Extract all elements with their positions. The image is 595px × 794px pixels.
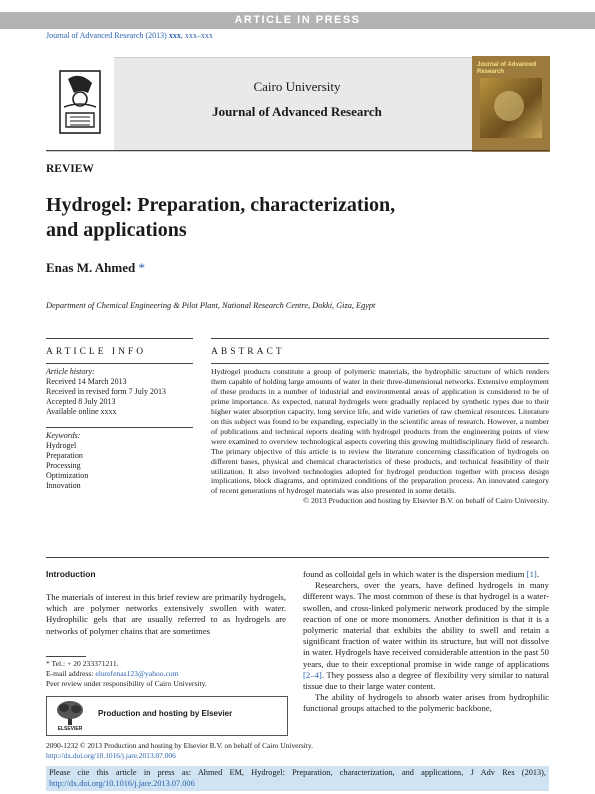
- article-history: [46, 367, 192, 417]
- elsevier-logo-text: ELSEVIER: [57, 726, 83, 731]
- author: [46, 260, 145, 276]
- abstract-rule: [211, 338, 549, 339]
- doi-link[interactable]: http://dx.doi.org/10.1016/j.jare.2013.07.006: [46, 750, 176, 760]
- article-title: [46, 193, 466, 243]
- abstract-copyright: © 2013 Production and hosting by Elsevier B.V. on behalf of Cairo University.: [303, 496, 549, 506]
- running-volume: xxx: [168, 31, 181, 40]
- footnotes: [46, 659, 286, 689]
- journal-title: Journal of Advanced Research: [212, 104, 382, 119]
- footnote-email: E-mail address: elurefenas123@yahoo.com: [46, 669, 179, 678]
- keyword: Preparation: [46, 451, 83, 460]
- history-online: Available online xxxx: [46, 407, 117, 416]
- running-journal: Journal of Advanced Research (2013): [46, 31, 167, 40]
- article-type: REVIEW: [46, 163, 94, 175]
- article-in-press-banner: ARTICLE IN PRESS: [0, 12, 595, 29]
- abstract-body: [211, 367, 549, 506]
- elsevier-tree-logo-icon: [52, 699, 88, 731]
- history-revised: Received in revised form 7 July 2013: [46, 387, 166, 396]
- reference-link[interactable]: [2–4]: [303, 669, 322, 680]
- history-received: Received 14 March 2013: [46, 377, 127, 386]
- university-name: Cairo University: [253, 79, 341, 94]
- citation-text: Please cite this article in press as: Ahmed EM, Hydrogel: Preparation, characterization, and applications, J Adv Res (2013),: [49, 768, 546, 777]
- abstract-subrule: [211, 363, 549, 364]
- footnote-tel: * Tel.: + 20 233371211.: [46, 659, 119, 668]
- intro-paragraph: Researchers, over the years, have defined hydrogels in many different ways. The most common of these is that hydrogel is a water-swollen, and cross-linked polymeric network produced by the simple reaction of one or more monomers. Another definition is that it is a polymeric material that exhibits the ability to swell and retain a significant fraction of water within its structure, but will not dissolve in water. Hydrogels have received considerable attention in the past 50 years, due to their exceptional promise in wide range of applications [2–4]. They possess also a degree of flexibility very similar to natural tissue due to their large water content.: [303, 580, 549, 692]
- intro-right-column: [303, 569, 549, 715]
- running-head[interactable]: Journal of Advanced Research (2013) xxx, xxx–xxx: [46, 31, 213, 40]
- citation-doi-link[interactable]: http://dx.doi.org/10.1016/j.jare.2013.07.006: [49, 779, 195, 788]
- running-pages: xxx–xxx: [184, 31, 213, 40]
- article-info-subrule: [46, 363, 193, 364]
- email-link[interactable]: elurefenas123@yahoo.com: [95, 669, 179, 678]
- keyword: Hydrogel: [46, 441, 77, 450]
- cairo-university-logo-icon: [46, 57, 114, 150]
- corresponding-author-link[interactable]: *: [138, 260, 145, 275]
- article-info-rule: [46, 338, 193, 339]
- issn-block: [46, 741, 313, 760]
- abstract-text: Hydrogel products constitute a group of polymeric materials, the hydrophilic structure of which renders them capable of holding large amounts of water in their three-dimensional networks. Extensive employment of these products in a number of industrial and environmental areas of application is considered to be of prime importance. As expected, natural hydrogels were gradually replaced by synthetic types due to their higher water absorption capacity, long service life, and wide varieties of raw chemical resources. Literature on this subject was found to be expanding, especially in the scientific areas of research. However, a number of publications and technical reports dealing with hydrogel products from the engineering points of view were examined to overview technological aspects covering this growing multidisciplinary field of research. The primary objective of this article is to review the literature concerning classification of hydrogels on different bases, physical and chemical characteristics of these products, and technical feasibility of their utilization. It also involved technologies adopted for hydrogel production together with process design implications, block diagrams, and optimized conditions of the preparation process. An innovated category of recent generations of hydrogel materials was also presented in some details.: [211, 367, 549, 496]
- cover-circle: [494, 91, 524, 121]
- title-line-1: Hydrogel: Preparation, characterization,: [46, 194, 396, 216]
- author-name: Enas M. Ahmed: [46, 260, 136, 275]
- cover-title: Journal of Advanced Research: [477, 62, 537, 75]
- title-line-2: and applications: [46, 219, 187, 241]
- history-label: Article history:: [46, 367, 95, 376]
- keyword: Processing: [46, 461, 81, 470]
- history-accepted: Accepted 8 July 2013: [46, 397, 116, 406]
- elsevier-tagline: Production and hosting by Elsevier: [98, 709, 233, 718]
- issn-line: 2090-1232 © 2013 Production and hosting by Elsevier B.V. on behalf of Cairo University.: [46, 741, 313, 750]
- header-rule: [46, 150, 549, 151]
- keyword: Innovation: [46, 481, 81, 490]
- intro-paragraph: found as colloidal gels in which water is the dispersion medium [1].: [303, 569, 539, 579]
- abstract-bottom-rule: [46, 557, 549, 558]
- reference-link[interactable]: [1]: [526, 569, 537, 579]
- footnote-rule: [46, 656, 86, 657]
- keywords-rule: [46, 427, 193, 428]
- affiliation: Department of Chemical Engineering & Pilot Plant, National Research Centre, Dokki, Giza, Egypt: [46, 301, 376, 310]
- keywords: [46, 431, 192, 491]
- keyword: Optimization: [46, 471, 89, 480]
- introduction-heading: Introduction: [46, 569, 96, 579]
- journal-cover-image: [472, 56, 550, 152]
- keywords-label: Keywords:: [46, 431, 81, 440]
- citation-box: [46, 766, 549, 791]
- footnote-peer-review: Peer review under responsibility of Cairo University.: [46, 679, 207, 688]
- article-info-heading: ARTICLE INFO: [46, 347, 147, 357]
- intro-paragraph: The ability of hydrogels to absorb water arises from hydrophilic functional groups attached to the polymeric backbone,: [303, 692, 549, 714]
- abstract-heading: ABSTRACT: [211, 347, 285, 357]
- intro-left-paragraph: The materials of interest in this brief review are primarily hydrogels, which are polymer networks extensively swollen with water. Hydrophilic gels that are usually referred to as hydrogels are networks of polymer chains that are sometimes: [46, 592, 286, 636]
